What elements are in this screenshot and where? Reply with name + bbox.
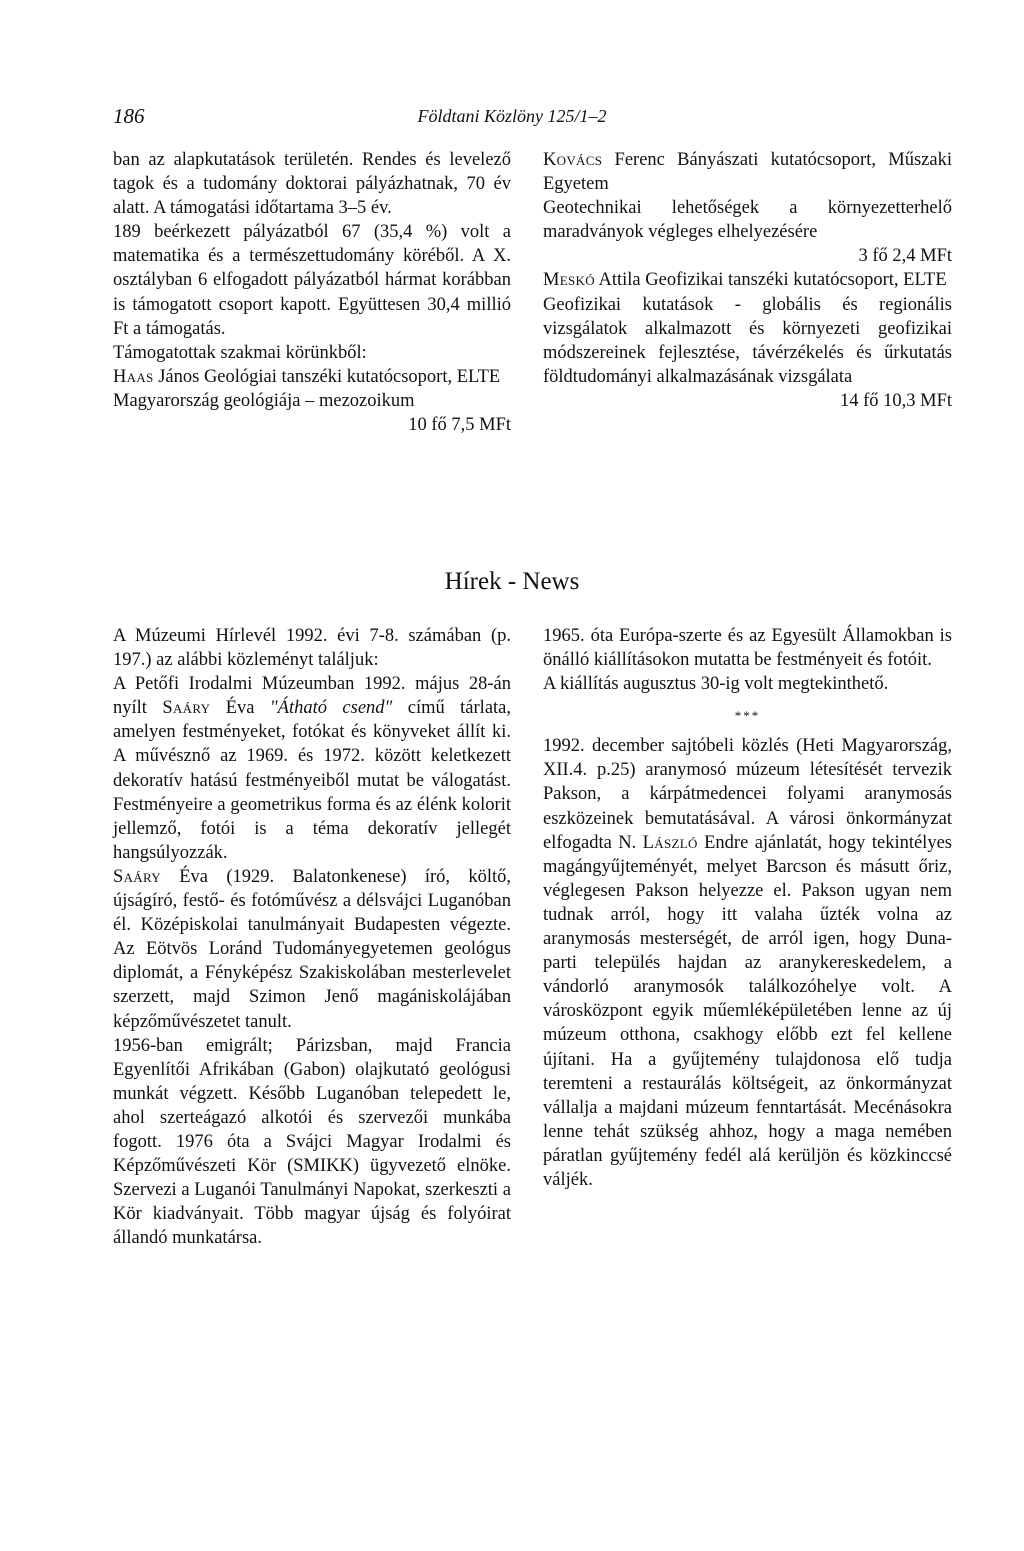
page-number: 186 (113, 104, 145, 128)
paragraph: Támogatottak szakmai körünkből: (113, 342, 367, 363)
text-run: című tárlata, amelyen festményeket, fotókat és könyveket állít ki. A művésznő az 1969. és 1972. között keletkezett dekoratív hatású festményeiből mutat be válogatást. Festményeire a geometrikus forma és az élénk kolorit jellemző, fotói is a téma dekoratív jellegét hangsúlyozzák. (113, 698, 512, 863)
paragraph: A kiállítás augusztus 30-ig volt megtekinthető. (543, 674, 889, 695)
grant-amount: 3 fő 2,4 MFt (858, 246, 952, 267)
section-separator: *** (734, 708, 761, 724)
person-surname: László (642, 832, 698, 853)
paragraph (113, 672, 511, 865)
grant-recipient (113, 365, 511, 389)
recipient-surname: Kovács (543, 150, 603, 170)
section-title: Hírek - News (444, 568, 580, 595)
artist-surname: Saáry (113, 866, 161, 887)
grant-amount: 14 fő 10,3 MFt (839, 390, 952, 411)
recipient-rest: Attila Geofizikai tanszéki kutatócsoport, ELTE (594, 270, 947, 291)
grant-recipient (543, 148, 952, 196)
top-left-column (113, 148, 511, 437)
bottom-right-column (543, 624, 952, 1192)
recipient-rest: János Geológiai tanszéki kutatócsoport, ELTE (153, 366, 501, 387)
text-run: 1992. december sajtóbeli közlés (Heti Magyarország, XII.4. p.25) aranymosó múzeum létesítését tervezik Pakson, a kárpátmedencei folyami aranymosás eszközeinek bemutatásával. A városi önkormányzat elfogadta N. (543, 736, 952, 853)
grant-recipient (543, 268, 952, 292)
paragraph: A Múzeumi Hírlevél 1992. évi 7-8. számában (p. 197.) az alábbi közleményt találjuk: (113, 626, 511, 671)
paragraph: 1956-ban emigrált; Párizsban, majd Francia Egyenlítői Afrikában (Gabon) olajkutató geológusi munkát végzett. Később Luganóban telepedett le, ahol szerteágazó alkotói és szervezői munkába fogott. 1976 óta a Svájci Magyar Irodalmi és Képzőművészeti Kör (SMIKK) ügyvezető elnöke. Szervezi a Luganói Tanulmányi Napokat, szerkeszti a Kör kiadványait. Több magyar újság és folyóirat állandó munkatársa. (113, 1035, 511, 1249)
text-run: A Petőfi Irodalmi Múzeumban 1992. május 28-án nyílt (113, 674, 511, 719)
paragraph: 189 beérkezett pályázatból 67 (35,4 %) volt a matematika és a természettudomány köréből. A X. osztályban 6 elfogadott pályázatból hármat korábban is támogatott csoport kapott. Együttesen 30,4 millió Ft a támogatás. (113, 222, 511, 339)
paragraph (113, 865, 511, 1034)
bottom-left-column (113, 624, 511, 1250)
grant-topic: Geofizikai kutatások - globális és regionális vizsgálatok alkalmazott és környezeti geofizikai módszereinek fejlesztése, távérzékelés és űrkutatás földtudományi alkalmazásának vizsgálata (543, 294, 952, 387)
grant-topic: Geotechnikai lehetőségek a környezetterhelő maradványok végleges elhelyezésére (543, 198, 952, 243)
top-right-column (543, 148, 952, 413)
text-run: Endre ajánlatát, hogy tekintélyes magángyűjteményét, melyet Barcson és másutt őriz, véglegesen Pakson helyezze el. Pakson ugyan nem tudnak arról, hogy itt valaha űzték volna az aranymosás mesterségét, de arról igen, hogy Duna-parti település hajdan az aranykereskedelem, a vándorló aranymosók találkozóhelye volt. A városközpont egyik műemléképületében lenne az új múzeum otthona, csakhogy előbb ezt fel kellene újítani. Ha a gyűjtemény tulajdonosa elő tudja teremteni a restaurálás költségeit, az önkormányzat vállalja a majdani múzeum fenntartását. Mecénásokra lenne tehát szükség ahhoz, hogy a maga nemében páratlan gyűjtemény fedél alá kerüljön és közkinccsé váljék. (543, 832, 952, 1190)
grant-amount: 10 fő 7,5 MFt (408, 415, 511, 436)
recipient-surname: Haas (113, 366, 154, 387)
grant-topic: Magyarország geológiája – mezozoikum (113, 390, 415, 411)
text-run: Éva (210, 698, 270, 719)
artist-surname: Saáry (162, 698, 211, 719)
text-run: Éva (1929. Balatonkenese) író, költő, újságíró, festő- és fotóművész a délsvájci Luganóban él. Középiskolai tanulmányait Budapesten végezte. Az Eötvös Loránd Tudományegyetemen geológus diplomát, a Fényképész Szakiskolában mesterlevelet szerzett, majd Szimon Jenő magániskolájában képzőművészetet tanult. (113, 866, 511, 1032)
paragraph (543, 734, 952, 1192)
paragraph: 1965. óta Európa-szerte és az Egyesült Államokban is önálló kiállításokon mutatta be festményeit és fotóit. (543, 626, 952, 671)
recipient-surname: Meskó (543, 270, 595, 291)
recipient-rest: Ferenc Bányászati kutatócsoport, Műszaki Egyetem (543, 150, 952, 195)
paragraph: ban az alapkutatások területén. Rendes és levelező tagok és a tudomány doktorai pályázhatnak, 70 év alatt. A támogatási időtartama 3–5 év. (113, 150, 511, 219)
exhibition-title: "Átható csend" (269, 698, 393, 719)
running-head: Földtani Közlöny 125/1–2 (417, 106, 607, 126)
